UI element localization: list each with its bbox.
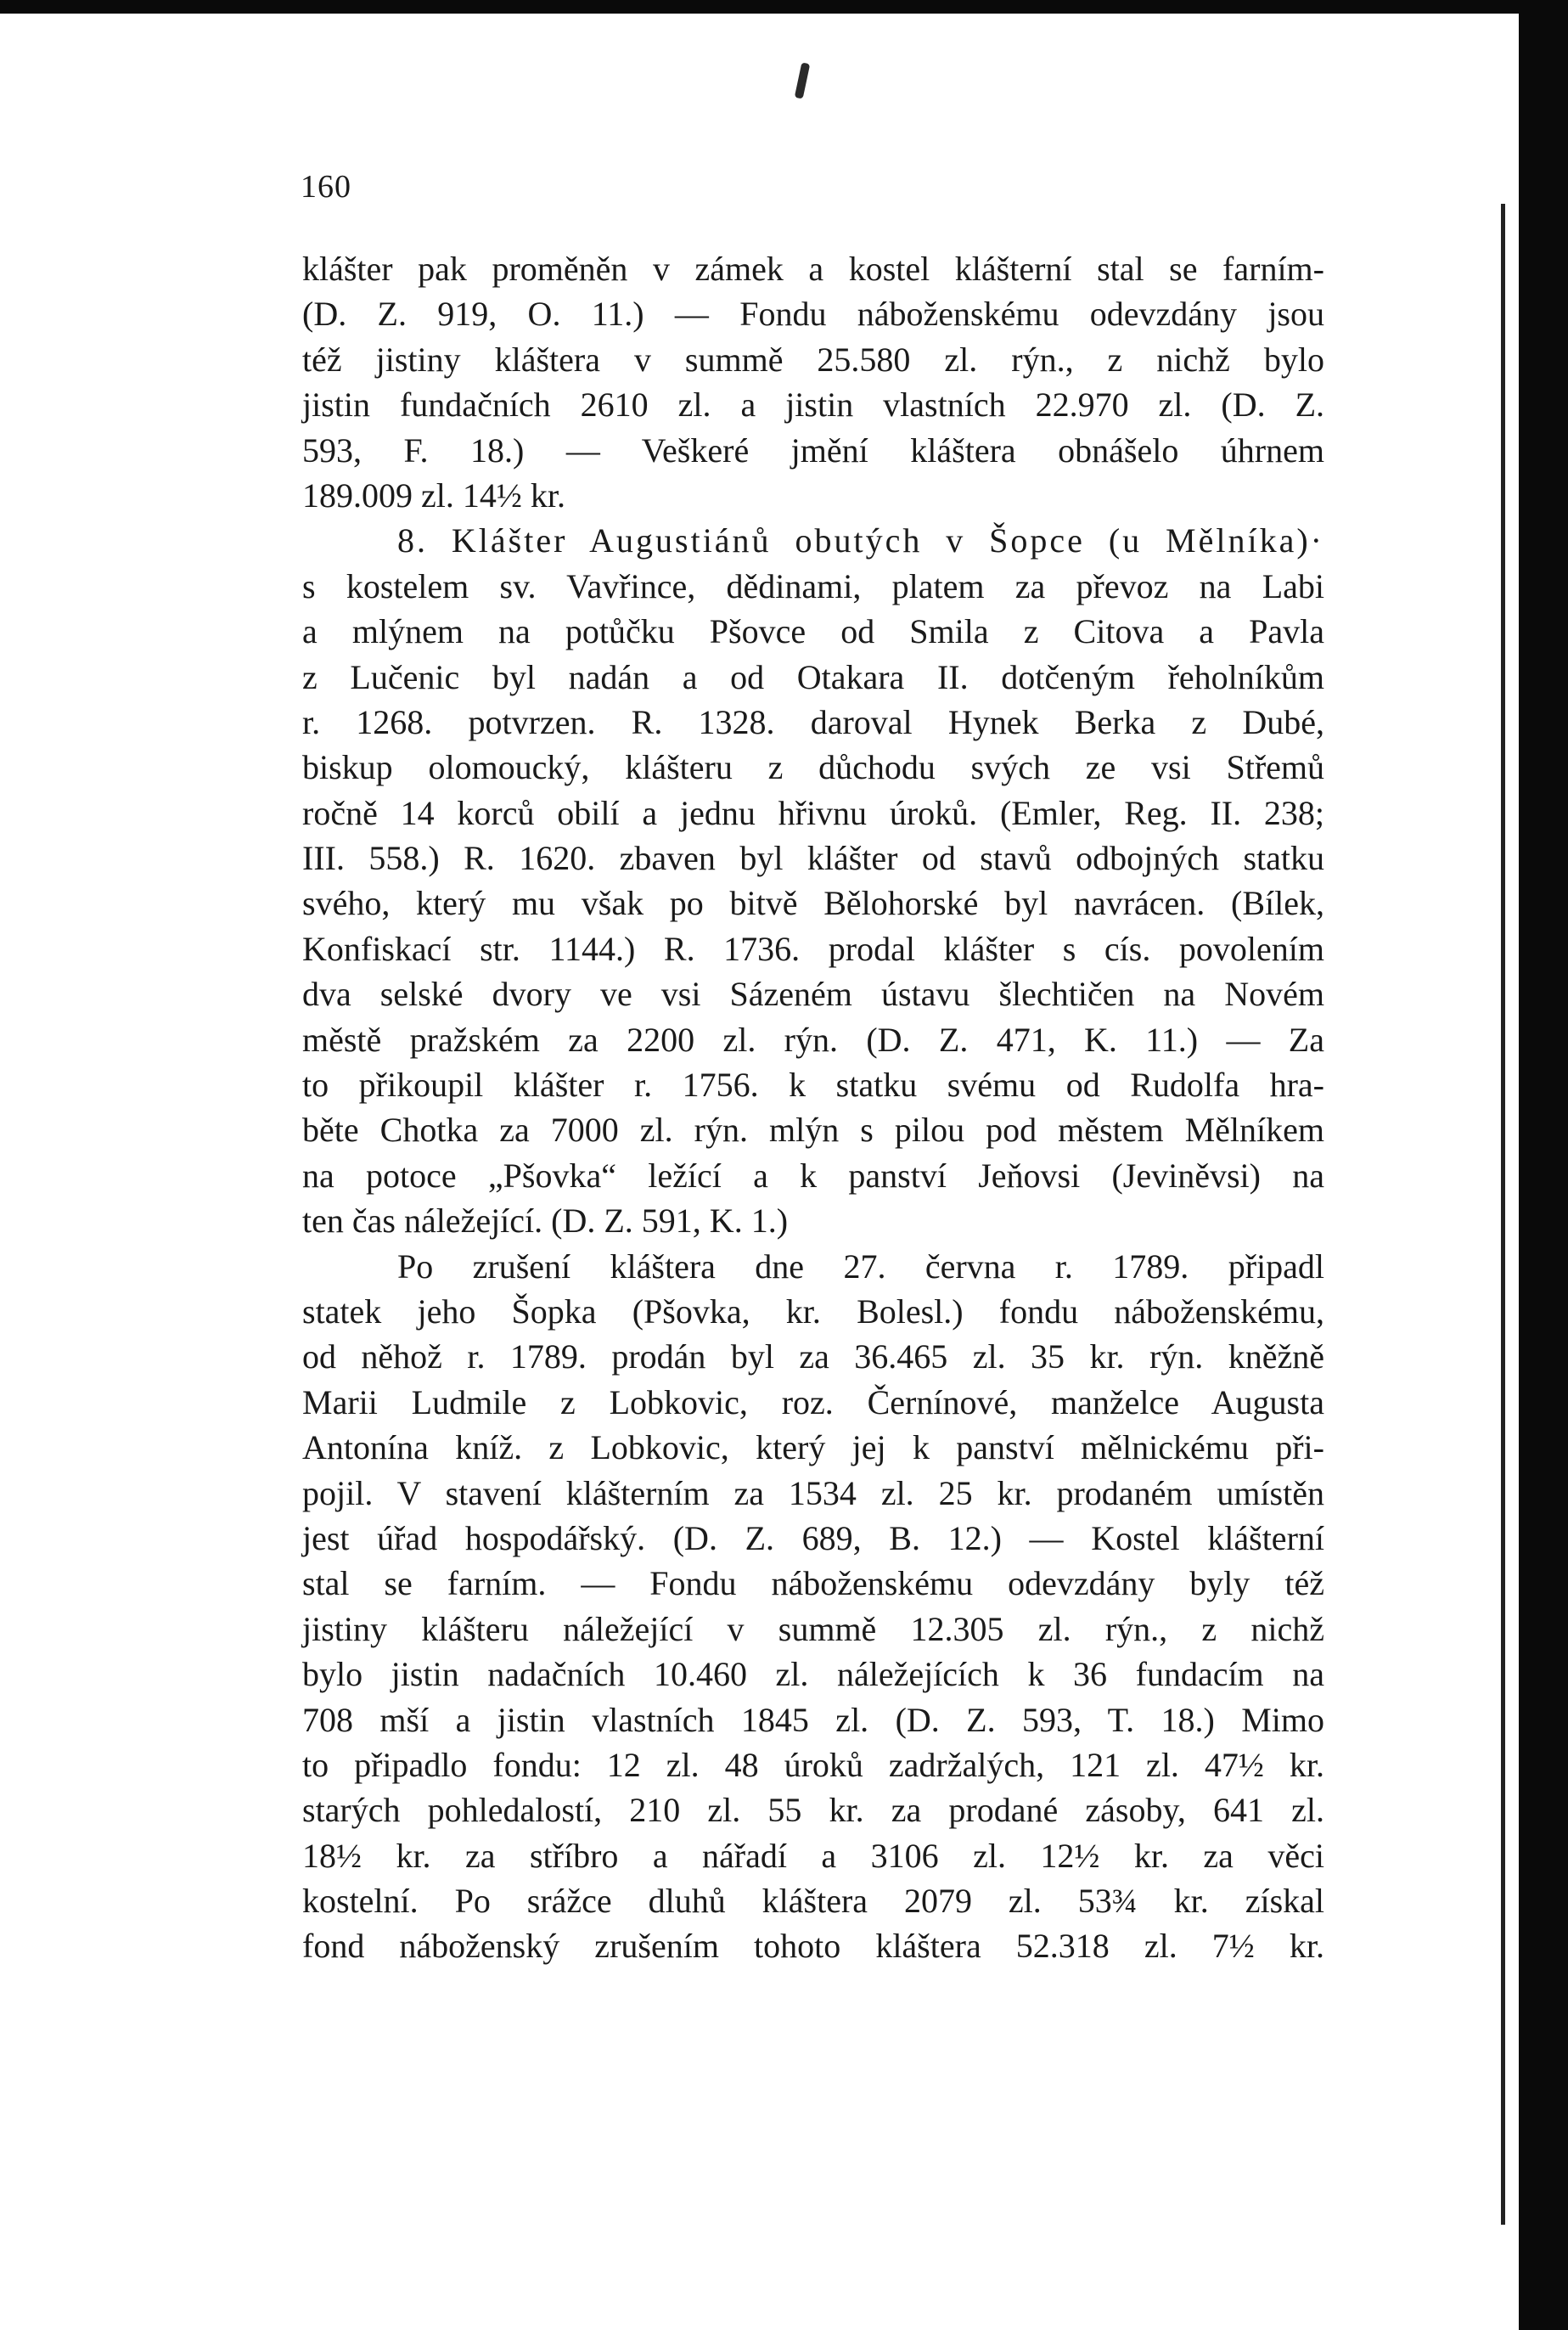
text-line: Marii Ludmile z Lobkovic, roz. Černínové, manželce Augusta — [302, 1382, 1324, 1421]
ink-mark — [795, 62, 811, 98]
section-heading-line: 8. Klášter Augustiánů obutých v Šopce (u Mělníka)· — [397, 521, 1324, 560]
text-line: ročně 14 korců obilí a jednu hřivnu úroků. (Emler, Reg. II. 238; — [302, 793, 1324, 832]
text-line: statek jeho Šopka (Pšovka, kr. Bolesl.) fondu náboženskému, — [302, 1292, 1324, 1331]
text-line: na potoce „Pšovka“ ležící a k panství Jeňovsi (Jeviněvsi) na — [302, 1156, 1324, 1195]
text-line: stal se farním. — Fondu náboženskému odevzdány byly též — [302, 1564, 1324, 1603]
text-line: 189.009 zl. 14½ kr. — [302, 476, 565, 515]
text-line: 593, F. 18.) — Veškeré jmění kláštera obnášelo úhrnem — [302, 431, 1324, 470]
scan-right-edge — [1519, 0, 1568, 2330]
text-line: a mlýnem na potůčku Pšovce od Smila z Citova a Pavla — [302, 612, 1324, 651]
text-line: 708 mší a jistin vlastních 1845 zl. (D. Z. 593, T. 18.) Mimo — [302, 1700, 1324, 1739]
text-line: to připadlo fondu: 12 zl. 48 úroků zadržalých, 121 zl. 47½ kr. — [302, 1745, 1324, 1784]
text-line: jistin fundačních 2610 zl. a jistin vlastních 22.970 zl. (D. Z. — [302, 386, 1324, 425]
text-line: Konfiskací str. 1144.) R. 1736. prodal klášter s cís. povolením — [302, 929, 1324, 968]
text-line: jest úřad hospodářský. (D. Z. 689, B. 12.) — Kostel klášterní — [302, 1518, 1324, 1557]
text-line: pojil. V stavení klášterním za 1534 zl. 25 kr. prodaném umístěn — [302, 1473, 1324, 1512]
text-line: r. 1268. potvrzen. R. 1328. daroval Hynek Berka z Dubé, — [302, 702, 1324, 741]
text-line: s kostelem sv. Vavřince, dědinami, platem za převoz na Labi — [302, 566, 1324, 605]
text-line: svého, který mu však po bitvě Bělohorské byl navrácen. (Bílek, — [302, 884, 1324, 923]
scan-top-edge — [0, 0, 1520, 14]
text-line: běte Chotka za 7000 zl. rýn. mlýn s pilou pod městem Mělníkem — [302, 1111, 1324, 1150]
text-line: starých pohledalostí, 210 zl. 55 kr. za prodané zásoby, 641 zl. — [302, 1791, 1324, 1830]
text-line: ten čas náležející. (D. Z. 591, K. 1.) — [302, 1202, 789, 1241]
text-line: od něhož r. 1789. prodán byl za 36.465 zl. 35 kr. rýn. kněžně — [302, 1337, 1324, 1376]
text-line: jistiny klášteru náležející v summě 12.305 zl. rýn., z nichž — [302, 1609, 1324, 1648]
text-line: (D. Z. 919, O. 11.) — Fondu náboženskému odevzdány jsou — [302, 295, 1324, 334]
binding-gutter — [1501, 204, 1505, 2225]
text-line: Antonína kníž. z Lobkovic, který jej k panství mělnickému při- — [302, 1428, 1324, 1467]
text-line: biskup olomoucký, klášteru z důchodu svých ze vsi Střemů — [302, 748, 1324, 787]
text-line: dva selské dvory ve vsi Sázeném ústavu šlechtičen na Novém — [302, 975, 1324, 1014]
text-line: fond náboženský zrušením tohoto kláštera 52.318 zl. 7½ kr. — [302, 1927, 1324, 1966]
text-line: kostelní. Po srážce dluhů kláštera 2079 zl. 53¾ kr. získal — [302, 1882, 1324, 1921]
text-line: bylo jistin nadačních 10.460 zl. náležejících k 36 fundacím na — [302, 1655, 1324, 1694]
page-number: 160 — [301, 169, 351, 205]
body-text — [302, 246, 1324, 1969]
paragraph-start-line: Po zrušení kláštera dne 27. června r. 1789. připadl — [397, 1247, 1324, 1286]
text-line: 18½ kr. za stříbro a nářadí a 3106 zl. 12½ kr. za věci — [302, 1836, 1324, 1875]
text-line: klášter pak proměněn v zámek a kostel klášterní stal se farním- — [302, 250, 1324, 288]
text-line: to přikoupil klášter r. 1756. k statku svému od Rudolfa hra- — [302, 1066, 1324, 1105]
text-line: též jistiny kláštera v summě 25.580 zl. rýn., z nichž bylo — [302, 340, 1324, 379]
text-line: z Lučenic byl nadán a od Otakara II. dotčeným řeholníkům — [302, 657, 1324, 696]
text-line: III. 558.) R. 1620. zbaven byl klášter od stavů odbojných statku — [302, 839, 1324, 878]
text-line: městě pražském za 2200 zl. rýn. (D. Z. 471, K. 11.) — Za — [302, 1020, 1324, 1059]
